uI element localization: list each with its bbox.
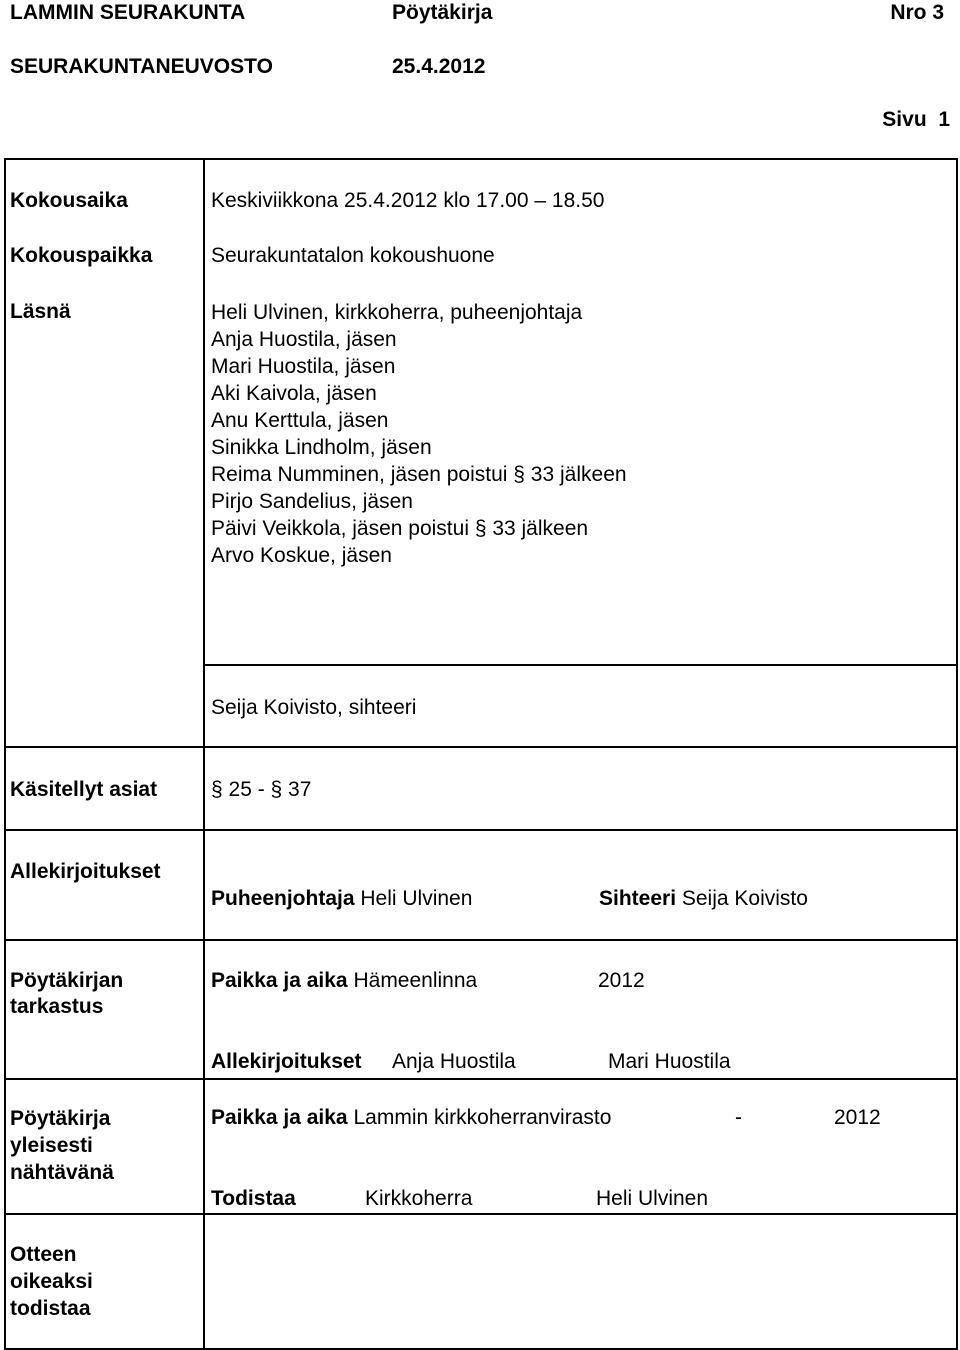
- doc-type: Pöytäkirja: [392, 1, 493, 24]
- attendee-item: Arvo Koskue, jäsen: [211, 544, 392, 567]
- attendee-item: Aki Kaivola, jäsen: [211, 382, 377, 405]
- nahtavana-label-line: nähtävänä: [10, 1161, 114, 1184]
- tarkastus-place-value: Hämeenlinna: [353, 969, 478, 992]
- attendee-item: Anu Kerttula, jäsen: [211, 409, 389, 432]
- row-divider-muut: [203, 664, 958, 666]
- secretary-title: Sihteeri: [599, 887, 677, 910]
- kokousaika-label: Kokousaika: [10, 189, 128, 212]
- secretary-signature: [599, 886, 808, 912]
- row-divider-allekirjoitukset: [4, 829, 958, 831]
- meeting-date: 25.4.2012: [392, 55, 486, 78]
- attendee-item: Heli Ulvinen, kirkkoherra, puheenjohtaja: [211, 301, 583, 324]
- kasitellyt-value: § 25 - § 37: [211, 778, 312, 801]
- body-name: SEURAKUNTANEUVOSTO: [10, 55, 273, 78]
- attendee-item: Pirjo Sandelius, jäsen: [211, 490, 413, 513]
- nahtavana-year: 2012: [834, 1106, 881, 1129]
- doc-number: Nro 3: [890, 1, 944, 24]
- certify-title: Kirkkoherra: [365, 1187, 473, 1210]
- org-name: LAMMIN SEURAKUNTA: [10, 1, 246, 24]
- certify-label: Todistaa: [211, 1187, 296, 1210]
- certify-name: Heli Ulvinen: [596, 1187, 709, 1210]
- secretary-attendee: Seija Koivisto, sihteeri: [211, 696, 417, 719]
- kokouspaikka-value: Seurakuntatalon kokoushuone: [211, 244, 495, 267]
- tarkastus-signer-1: Anja Huostila: [392, 1050, 516, 1073]
- attendee-item: Reima Numminen, jäsen poistui § 33 jälkeen: [211, 463, 627, 486]
- nahtavana-label: [10, 1105, 114, 1186]
- tarkastus-label-line: Pöytäkirjan: [10, 969, 124, 992]
- chair-name: Heli Ulvinen: [360, 887, 473, 910]
- tarkastus-signer-2: Mari Huostila: [608, 1050, 731, 1073]
- attendee-item: Päivi Veikkola, jäsen poistui § 33 jälkeen: [211, 517, 589, 540]
- nahtavana-place-value: Lammin kirkkoherranvirasto: [353, 1106, 612, 1129]
- tarkastus-place-label: Paikka ja aika: [211, 969, 348, 992]
- chair-title: Puheenjohtaja: [211, 887, 355, 910]
- tarkastus-year: 2012: [598, 969, 645, 992]
- nahtavana-place: [211, 1105, 611, 1131]
- table-border-top: [4, 158, 958, 160]
- row-divider-kasitellyt: [4, 746, 958, 748]
- otteen-label-line: Otteen: [10, 1243, 77, 1266]
- tarkastus-label-line: tarkastus: [10, 995, 104, 1018]
- kokousaika-value: Keskiviikkona 25.4.2012 klo 17.00 – 18.50: [211, 189, 605, 212]
- nahtavana-place-label: Paikka ja aika: [211, 1106, 348, 1129]
- row-divider-otteen: [4, 1213, 958, 1215]
- page-number: Sivu 1: [882, 108, 950, 131]
- tarkastus-place: [211, 968, 477, 994]
- lasna-label: Läsnä: [10, 300, 71, 323]
- secretary-name: Seija Koivisto: [681, 887, 808, 910]
- kasitellyt-label: Käsitellyt asiat: [10, 778, 158, 801]
- table-border-left: [4, 158, 6, 1350]
- nahtavana-label-line: Pöytäkirja: [10, 1107, 111, 1130]
- row-divider-tarkastus: [4, 939, 958, 941]
- allekirjoitukset-label: Allekirjoitukset: [10, 860, 161, 883]
- otteen-label-line: todistaa: [10, 1297, 91, 1320]
- attendee-item: Mari Huostila, jäsen: [211, 355, 396, 378]
- nahtavana-label-line: yleisesti: [10, 1134, 93, 1157]
- attendee-item: Anja Huostila, jäsen: [211, 328, 397, 351]
- otteen-label: [10, 1241, 93, 1322]
- otteen-label-line: oikeaksi: [10, 1270, 93, 1293]
- attendee-item: Sinikka Lindholm, jäsen: [211, 436, 432, 459]
- tarkastus-sign-label: Allekirjoitukset: [211, 1050, 362, 1073]
- tarkastus-label: [10, 968, 123, 1020]
- attendee-list: [211, 299, 627, 569]
- nahtavana-dash: -: [735, 1106, 742, 1129]
- table-border-right: [956, 158, 958, 1350]
- kokouspaikka-label: Kokouspaikka: [10, 244, 153, 267]
- row-divider-nahtavana: [4, 1078, 958, 1080]
- chair-signature: [211, 886, 472, 912]
- column-divider: [203, 158, 205, 1350]
